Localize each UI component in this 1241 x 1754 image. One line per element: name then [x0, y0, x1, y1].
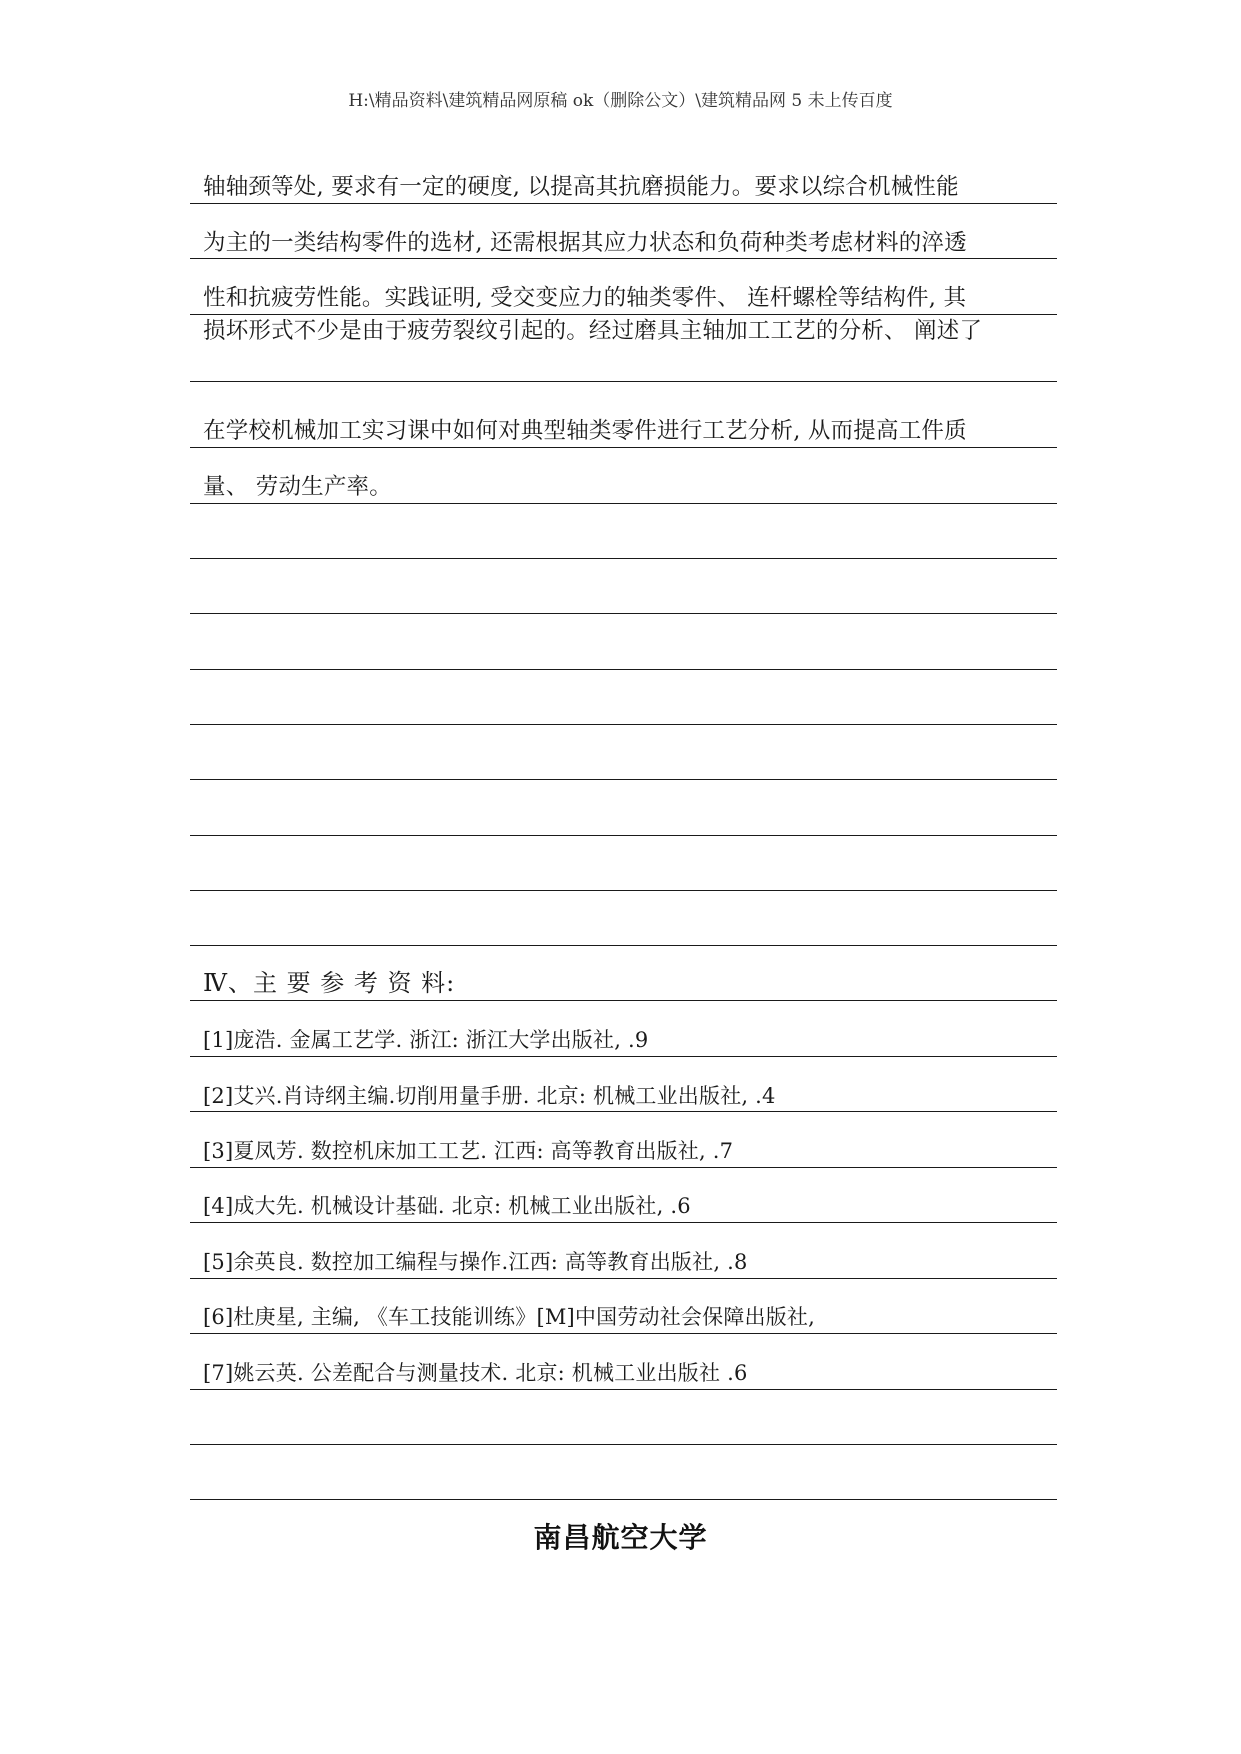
body-line-6: 量、 劳动生产率。 — [203, 474, 392, 500]
reference-item: [5]余英良. 数控加工编程与操作.江西: 高等教育出版社, .8 — [203, 1250, 748, 1274]
rule-line — [190, 1499, 1057, 1500]
body-line-5: 在学校机械加工实习课中如何对典型轴类零件进行工艺分析, 从而提高工件质 — [203, 418, 967, 444]
rule-line — [190, 1167, 1057, 1168]
header-file-path: H:\精品资料\建筑精品网原稿 ok（删除公文）\建筑精品网 5 未上传百度 — [348, 91, 893, 111]
body-line-3: 性和抗疲劳性能。实践证明, 受交变应力的轴类零件、 连杆螺栓等结构件, 其 — [203, 285, 967, 311]
body-line-2: 为主的一类结构零件的选材, 还需根据其应力状态和负荷种类考虑材料的淬透 — [203, 230, 967, 256]
rule-line — [190, 203, 1057, 204]
body-line-1: 轴轴颈等处, 要求有一定的硬度, 以提高其抗磨损能力。要求以综合机械性能 — [203, 174, 959, 200]
rule-line — [190, 1000, 1057, 1001]
reference-item: [7]姚云英. 公差配合与测量技术. 北京: 机械工业出版社 .6 — [203, 1361, 748, 1385]
rule-line — [190, 945, 1057, 946]
rule-line — [190, 503, 1057, 504]
rule-line — [190, 1444, 1057, 1445]
rule-line — [190, 1056, 1057, 1057]
rule-line — [190, 779, 1057, 780]
institution-name: 南昌航空大学 — [533, 1521, 708, 1554]
rule-line — [190, 1278, 1057, 1279]
body-line-4: 损坏形式不少是由于疲劳裂纹引起的。经过磨具主轴加工工艺的分析、 阐述了 — [203, 318, 983, 344]
rule-line — [190, 724, 1057, 725]
rule-line — [190, 1333, 1057, 1334]
reference-item: [1]庞浩. 金属工艺学. 浙江: 浙江大学出版社, .9 — [203, 1028, 649, 1052]
rule-line — [190, 381, 1057, 382]
rule-line — [190, 258, 1057, 259]
reference-item: [3]夏凤芳. 数控机床加工工艺. 江西: 高等教育出版社, .7 — [203, 1139, 734, 1163]
reference-item: [6]杜庚星, 主编, 《车工技能训练》[M]中国劳动社会保障出版社, — [203, 1305, 816, 1329]
rule-line — [190, 890, 1057, 891]
rule-line — [190, 447, 1057, 448]
rule-line — [190, 835, 1057, 836]
reference-item: [2]艾兴.肖诗纲主编.切削用量手册. 北京: 机械工业出版社, .4 — [203, 1084, 776, 1108]
rule-line — [190, 1222, 1057, 1223]
rule-line — [190, 1111, 1057, 1112]
rule-line — [190, 669, 1057, 670]
rule-line — [190, 558, 1057, 559]
references-heading: Ⅳ、主 要 参 考 资 料: — [203, 969, 456, 997]
rule-line — [190, 1389, 1057, 1390]
rule-line — [190, 314, 1057, 315]
reference-item: [4]成大先. 机械设计基础. 北京: 机械工业出版社, .6 — [203, 1194, 691, 1218]
rule-line — [190, 613, 1057, 614]
